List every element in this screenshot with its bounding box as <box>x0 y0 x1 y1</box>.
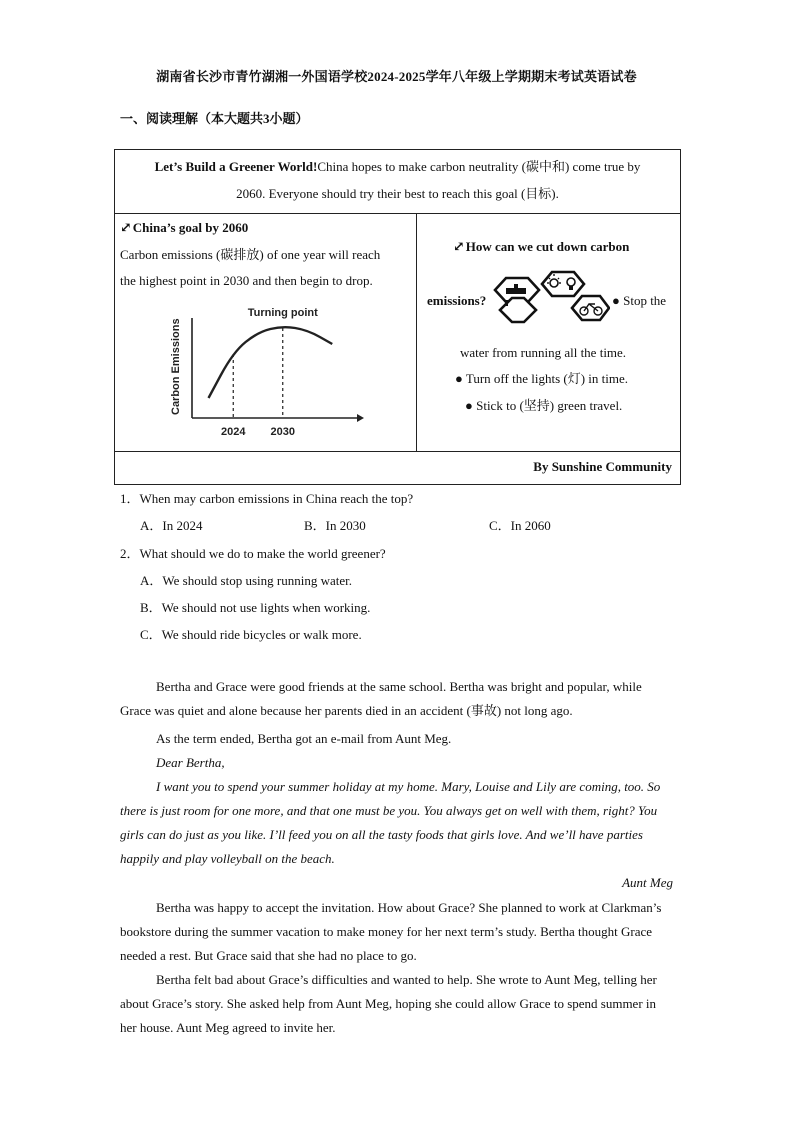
goal-text-line1: Carbon emissions (碳排放) of one year will reach <box>120 247 381 262</box>
x-axis-arrow <box>357 414 364 422</box>
passage-paragraph-1: Bertha and Grace were good friends at the same school. Bertha was bright and popular, while Grace was quiet and alone because her parents died in an accident (事故) not long ago. <box>120 679 642 718</box>
question-2-option-a: A．We should stop using running water. <box>140 573 352 588</box>
question-2-option-b: B．We should not use lights when working. <box>140 600 371 615</box>
x-tick-label-2030: 2030 <box>270 426 295 438</box>
tip-2: ● Turn off the lights (灯) in time. <box>455 371 629 386</box>
tip-1-start: ● Stop the <box>612 293 667 308</box>
question-2-option-c: C．We should ride bicycles or walk more. <box>140 627 362 642</box>
x-tick-label-2024: 2024 <box>221 426 246 438</box>
exam-title: 湖南省长沙市青竹湖湘一外国语学校2024-2025学年八年级上学期期末考试英语试卷 <box>156 69 637 84</box>
turning-point-annotation: Turning point <box>247 307 318 319</box>
tips-panel <box>417 214 680 451</box>
notice-headline: Let’s Build a Greener World! <box>154 159 318 174</box>
letter-signature: Aunt Meg <box>622 875 673 890</box>
light-bulb-icon <box>542 272 584 296</box>
notice-intro-line1: Let’s Build a Greener World!China hopes to make carbon neutrality (碳中和) come true by <box>154 159 641 174</box>
tip-1-end: water from running all the time. <box>460 345 627 360</box>
tip-3: ● Stick to (坚持) green travel. <box>465 398 623 413</box>
by-line: By Sunshine Community <box>115 451 680 486</box>
tips-heading-line2: emissions? <box>427 293 487 308</box>
passage-paragraph-2: As the term ended, Bertha got an e-mail from Aunt Meg. <box>156 731 452 746</box>
goal-text-line2: the highest point in 2030 and then begin to drop. <box>120 273 373 288</box>
water-tap-icon <box>495 278 539 322</box>
question-1-option-a: A．In 2024 <box>140 518 203 533</box>
letter-body: I want you to spend your summer holiday at my home. Mary, Louise and Lily are coming, too. So there is just room for one more, and that one must be you. You always get on well with them, right? You girls can do just as you like. I’ll feed you on all the tasty foods that girls love. And we’ll have parties happily and play volleyball on the beach. <box>120 779 661 866</box>
tips-heading: ⤢How can we cut down carbon <box>453 239 630 255</box>
diagonal-arrow-icon: ⤢ <box>453 240 465 255</box>
section-heading: 一、阅读理解（本大题共3小题） <box>120 111 309 126</box>
passage-paragraph-4: Bertha felt bad about Grace’s difficulties and wanted to help. She wrote to Aunt Meg, telling her about Grace’s story. She asked help from Aunt Meg, hoping she could allow Grace to spend summer in her house. Aunt Meg agreed to invite her. <box>120 972 657 1035</box>
question-1-option-b: B．In 2030 <box>304 518 366 533</box>
passage-paragraph-3: Bertha was happy to accept the invitation. How about Grace? She planned to work at Clarkman’s bookstore during the summer vacation to make money for her next term’s study. Bertha thought Grace needed a rest. But Grace said that she had no place to go. <box>120 900 662 963</box>
diagonal-arrow-icon: ⤢ <box>120 221 132 236</box>
question-1-stem: 1．When may carbon emissions in China reach the top? <box>120 491 414 506</box>
y-axis-label: Carbon Emissions <box>170 318 182 415</box>
green-tips-illustration <box>492 270 610 328</box>
carbon-emissions-chart <box>165 300 365 445</box>
goal-panel <box>115 214 417 451</box>
goal-heading: ⤢China’s goal by 2060 <box>120 220 249 236</box>
emissions-curve <box>209 327 333 398</box>
notice-intro-line2: 2060. Everyone should try their best to reach this goal (目标). <box>236 186 559 201</box>
question-1-option-c: C．In 2060 <box>489 518 551 533</box>
bicycle-icon <box>572 296 609 320</box>
letter-salutation: Dear Bertha, <box>156 755 225 770</box>
notice-box <box>114 149 681 485</box>
notice-header <box>115 150 680 214</box>
question-2-stem: 2．What should we do to make the world greener? <box>120 546 386 561</box>
